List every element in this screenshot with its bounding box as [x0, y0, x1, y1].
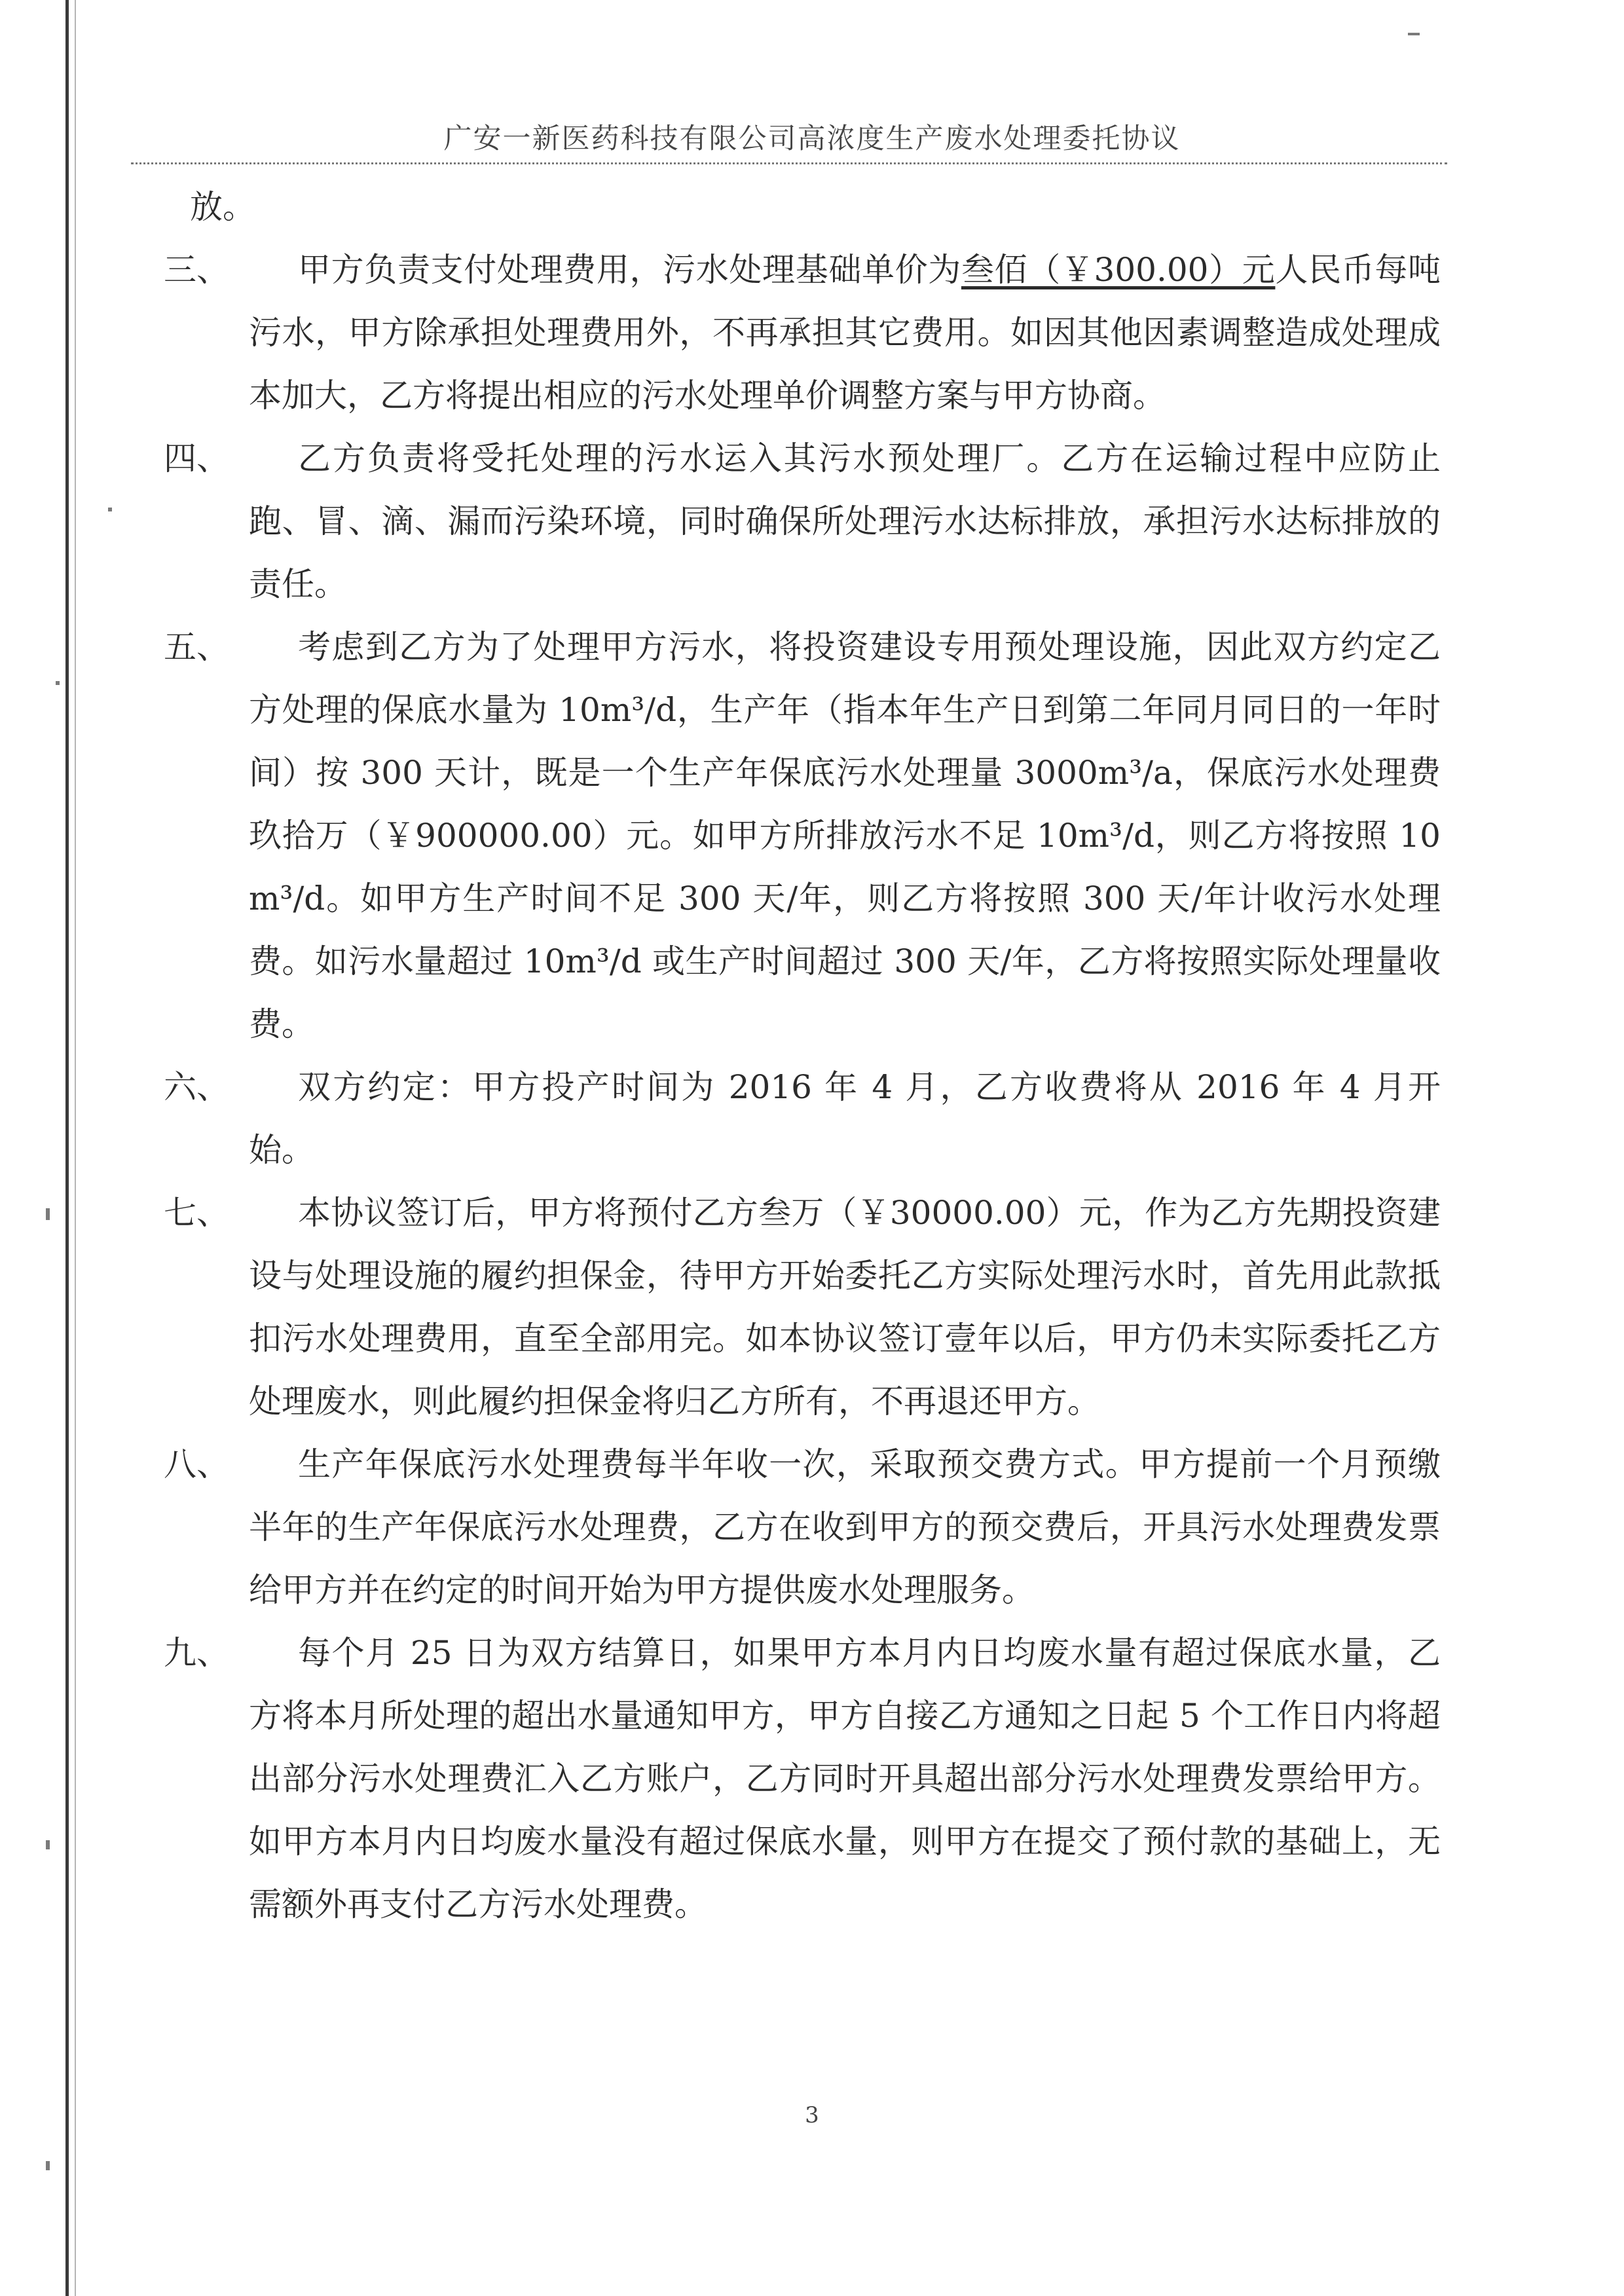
clause-text: 生产年保底污水处理费每半年收一次，采取预交费方式。甲方提前一个月预缴半年的生产年保底污水处理费，乙方在收到甲方的预交费后，开具污水处理费发票给甲方并在约定的时间开始为甲方提供废水处理服务。	[249, 1445, 1441, 1609]
clause-number: 五、	[164, 628, 229, 666]
page-number: 3	[805, 2102, 819, 2128]
scan-left-shadow	[75, 0, 76, 2296]
continuation-text: 放。	[190, 188, 255, 226]
clause-6	[164, 1056, 1441, 1181]
clause-number: 四、	[164, 439, 229, 477]
scan-left-edge	[65, 0, 69, 2296]
clause-text-after-price: 人民币每吨污水，甲方除承担处理费用外，不再承担其它费用。如因其他因素调整造成处理成本加大，乙方将提出相应的污水处理单价调整方案与甲方协商。	[249, 251, 1441, 415]
unit-price-underlined: 叁佰（￥300.00）元	[961, 251, 1276, 289]
clause-number: 九、	[164, 1634, 229, 1672]
clause-9	[164, 1621, 1441, 1936]
clause-4	[164, 427, 1441, 616]
scan-speck	[108, 508, 112, 511]
clause-text: 乙方负责将受托处理的污水运入其污水预处理厂。乙方在运输过程中应防止跑、冒、滴、漏而污染环境，同时确保所处理污水达标排放，承担污水达标排放的责任。	[249, 439, 1441, 603]
header-divider	[131, 162, 1447, 164]
document-header-title: 广安一新医药科技有限公司高浓度生产废水处理委托协议	[443, 122, 1181, 155]
clause-number: 七、	[164, 1194, 229, 1232]
clause-7	[164, 1181, 1441, 1433]
clause-5	[164, 616, 1441, 1056]
clause-3	[164, 238, 1441, 427]
previous-clause-continuation	[164, 176, 1441, 238]
scan-speck	[46, 1208, 50, 1220]
clause-number: 三、	[164, 251, 229, 289]
clause-number: 六、	[164, 1068, 229, 1106]
clause-number: 八、	[164, 1445, 229, 1483]
clause-text: 双方约定：甲方投产时间为 2016 年 4 月，乙方收费将从 2016 年 4 月开始。	[249, 1068, 1441, 1169]
scan-speck	[1408, 33, 1420, 35]
clause-8	[164, 1433, 1441, 1621]
scan-speck	[56, 681, 60, 685]
clause-text-before-price: 甲方负责支付处理费用，污水处理基础单价为	[298, 251, 961, 289]
document-body	[164, 176, 1441, 1936]
clause-text: 本协议签订后，甲方将预付乙方叁万（￥30000.00）元，作为乙方先期投资建设与处理设施的履约担保金，待甲方开始委托乙方实际处理污水时，首先用此款抵扣污水处理费用，直至全部用完。如本协议签订壹年以后，甲方仍未实际委托乙方处理废水，则此履约担保金将归乙方所有，不再退还甲方。	[249, 1194, 1441, 1420]
clause-text: 每个月 25 日为双方结算日，如果甲方本月内日均废水量有超过保底水量，乙方将本月所处理的超出水量通知甲方，甲方自接乙方通知之日起 5 个工作日内将超出部分污水处理费汇入乙方账户，乙方同时开具超出部分污水处理费发票给甲方。如甲方本月内日均废水量没有超过保底水量，则甲方在提交了预付款的基础上，无需额外再支付乙方污水处理费。	[249, 1634, 1441, 1923]
scan-speck	[46, 1840, 50, 1849]
clause-text	[249, 238, 1441, 427]
clause-text: 考虑到乙方为了处理甲方污水，将投资建设专用预处理设施，因此双方约定乙方处理的保底水量为 10m³/d，生产年（指本年生产日到第二年同月同日的一年时间）按 300 天计，既是一个生产年保底污水处理量 3000m³/a，保底污水处理费玖拾万（￥900000.00）元。如甲方所排放污水不足 10m³/d，则乙方将按照 10m³/d。如甲方生产时间不足 300 天/年，则乙方将按照 300 天/年计收污水处理费。如污水量超过 10m³/d 或生产时间超过 300 天/年，乙方将按照实际处理量收费。	[249, 628, 1441, 1043]
scan-speck	[46, 2161, 50, 2170]
